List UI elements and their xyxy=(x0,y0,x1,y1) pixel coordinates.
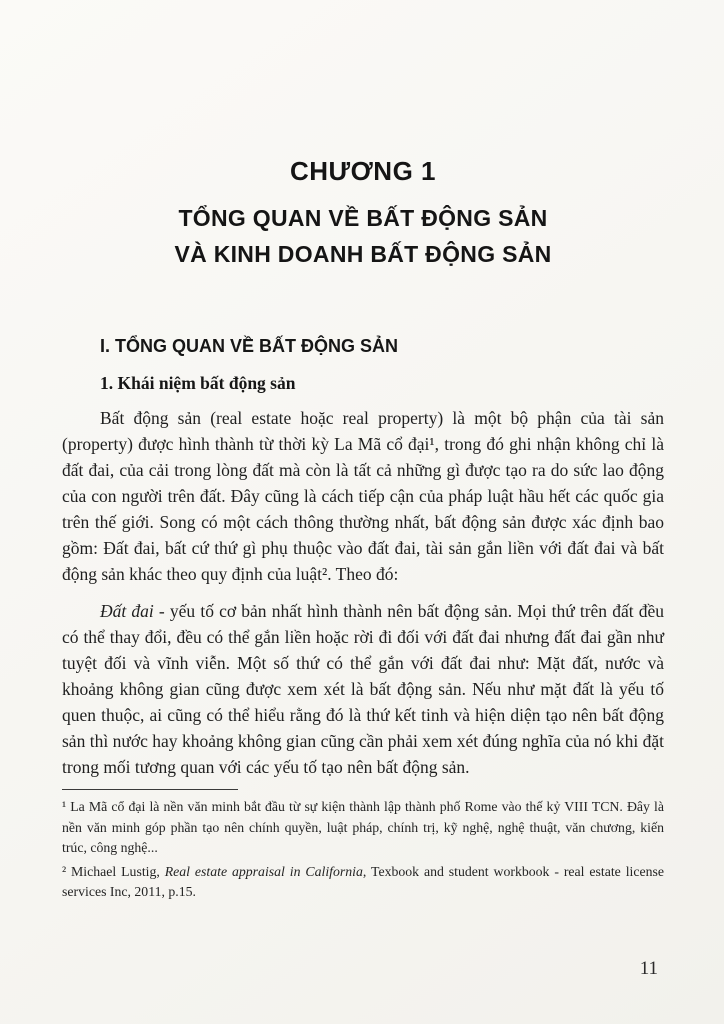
paragraph-land-lead-term: Đất đai xyxy=(100,601,154,622)
footnote-separator-rule xyxy=(62,789,238,790)
footnote-2-book-title: Real estate appraisal in California xyxy=(164,863,363,879)
paragraph-land xyxy=(62,598,664,780)
chapter-title-line2: VÀ KINH DOANH BẤT ĐỘNG SẢN xyxy=(174,240,552,267)
footnote-2 xyxy=(62,862,664,903)
chapter-label: CHƯƠNG 1 xyxy=(290,156,436,186)
paragraph-definition: Bất động sản (real estate hoặc real property) là một bộ phận của tài sản (property) được hình thành từ thời kỳ La Mã cổ đại¹, trong đó ghi nhận không chỉ là đất đai, của cải trong lòng đất mà còn là tất cả những gì được tạo ra do sức lao động của con người trên đất. Đây cũng là cách tiếp cận của pháp luật hầu hết các quốc gia trên thế giới. Song có một cách thông thường nhất, bất động sản được xác định bao gồm: Đất đai, bất cứ thứ gì phụ thuộc vào đất đai, tài sản gắn liền với đất đai và bất động sản khác theo quy định của luật². Theo đó: xyxy=(62,408,664,585)
chapter-title xyxy=(62,201,664,272)
subsection-heading: 1. Khái niệm bất động sản xyxy=(100,373,296,394)
page-number: 11 xyxy=(639,958,658,979)
page-content xyxy=(62,0,664,903)
footnote-2-publication: , Texbook and student workbook - real estate license services Inc, 2011, p.15. xyxy=(62,863,664,900)
chapter-title-line1: TỔNG QUAN VỀ BẤT ĐỘNG SẢN xyxy=(178,205,548,231)
section-heading: I. TỔNG QUAN VỀ BẤT ĐỘNG SẢN xyxy=(100,336,399,357)
footnote-1: ¹ La Mã cổ đại là nền văn minh bắt đầu từ sự kiện thành lập thành phố Rome vào thế kỷ VIII TCN. Đây là nền văn minh góp phần tạo nên chính quyền, luật pháp, chính trị, kỹ nghệ, nghệ thuật, văn chương, kiến trúc, công nghệ... xyxy=(62,799,664,856)
footnotes-block xyxy=(62,789,664,903)
paragraph-land-body: - yếu tố cơ bản nhất hình thành nên bất động sản. Mọi thứ trên đất đều có thể thay đổi, đều có thể gắn liền hoặc rời đi đối với đất đai nhưng đất đai gần như tuyệt đối và vĩnh viễn. Một số thứ có thể gắn với đất đai như: Mặt đất, nước và khoảng không gian cũng được xem xét là bất động sản. Nếu như mặt đất là yếu tố quen thuộc, ai cũng có thể hiểu rằng đó là thứ kết tinh và hiện diện tạo nên bất động sản thì nước hay khoảng không gian cũng cần phải xem xét đúng nghĩa của nó khi đặt trong mối tương quan với các yếu tố tạo nên bất động sản. xyxy=(62,601,664,778)
footnote-2-author: ² Michael Lustig, xyxy=(62,863,165,879)
